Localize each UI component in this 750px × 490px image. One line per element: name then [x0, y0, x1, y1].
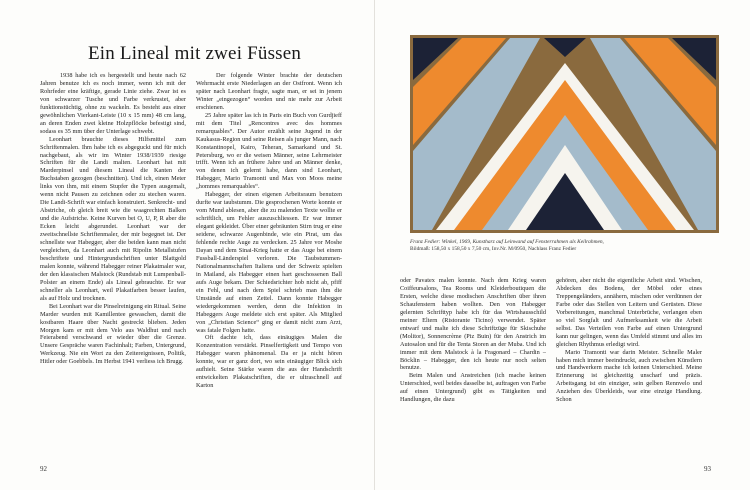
left-column-2 [196, 72, 342, 442]
caption-lead: Franz Fedier: Winkel, 1969, Kunstharz auf Leinwand auf Fensterrahmen als Keilrahmen, [410, 239, 604, 245]
paragraph: Bei Leonhart war die Pinselreinigung ein Ritual. Seine Marder wurden mit Kamillentee gewaschen, damit die kostbaren Haare über Nacht gestreckt blieben. Jeden Morgen kam er mit dem Velo aus Waldhut und nach Feierabend verschwand er wieder über die Grenze. Unsere Gespräche waren Fachinhalt; Farben, Untergrund, Werkzeug. Nie ein Wort zu den Zeitereignissen, Politik, Hitler oder Goebbels. Im Herbst 1941 verliess ich Brugg. [40, 302, 186, 366]
paragraph: Beim Malen und Anstreichen (ich mache keinen Unterschied, weil beides dasselbe ist, auftragen von Farbe auf einen Untergrund) gibt es Tätigkeiten und Handlungen, die dazu [400, 372, 546, 404]
paragraph: Mario Tramonti war darin Meister. Schnelle Maler haben mich immer beeindruckt, auch zwischen Künstlern und Handwerkern mache ich keinen Unterschied. Meine Erinnerung ist gleichzeitig unscharf und präzis. Arbeitsgang ist ein einziger, sein gelben Rennvelo und Anziehen des Überkleids, war eine einzige Handlung. Schon [556, 348, 702, 404]
paragraph: Der folgende Winter brachte der deutschen Wehrmacht erste Niederlagen an der Ostfront. Wenn ich später nach Leonhart fragte, sagte man, er sei in jenem Winter „eingezogen“ worden und nie mehr zur Arbeit erschienen. [196, 72, 342, 111]
caption-details: Bildmaß: 158,50 x 158,50 x 7,50 cm, Inv.Nr. M/0950, Nachlass Franz Fedier [410, 245, 577, 252]
right-column-1 [400, 277, 546, 447]
page-number-left: 92 [40, 465, 47, 473]
right-column-2 [556, 277, 702, 447]
left-column-1 [40, 72, 186, 442]
paragraph: Habegger, der einen eigenen Arbeitsraum benutzen durfte war taubstumm. Die gesprochenen Worte konnte er vom Mund ablesen, aber die zu malenden Texte wollte er schriftlich, um Fehler auszuschliessen. Er war immer elegant gekleidet. Über einer gebräunten Stirn trug er eine seidene, schwarze Augenbinde, wie ein Pirat, um das fehlende rechte Auge zu verdecken. 25 Jahre vor Moshe Dayan und dem Sinai-Krieg hatte er das Auge bei einem Fussball-Länderspiel verloren. Die Taubstummen-Nationalmannschaften Italiens und der Schweiz spielten in Mailand, als Habegger einen hart geschossenen Ball aufs Auge bekam. Der Schiedsrichter hob nicht ab, pfiff ein Fehl, und nach dem Spiel schrieb man ihm die Umstände auf einen Zettel. Dann konnte Habegger wiedergekommen werden, denn die Infektion in Habeggers Auge meldete sich erst später. Als Mitglied von „Christian Science“ ging er damit nicht zum Arzt, was fatale Folgen hatte. [196, 191, 342, 334]
paragraph: 25 Jahre später las ich in Paris ein Buch von Gurdjieff mit dem Titel „Rencontres avec des hommes remarquables“. Der Autor erzählt seine Jugend in der Kaukasus-Region und seine Reisen als junger Mann, nach Konstantinopel, Kairo, Teheran, Samarkand und St. Petersburg, wo er die weisen Männer, seine Lehrmeister trifft. Wenn ich an frühere Jahre und an Männer denke, von denen ich gelernt habe, dann sind Leonhart, Habegger, Mario Tramonti und Max von Moos meine „hommes remarquables“. [196, 111, 342, 191]
paragraph: 1938 habe ich es hergestellt und heute nach 62 Jahren benutze ich es noch immer, wenn ich mit der Rohrfeder eine kräftige, gerade Linie ziehe. Zwar ist es von schwarzer Tusche und Farbe verkrustet, aber funktionstüchtig, ohne zu wackeln. Es besteht aus einer gewöhnlichen Vierkant-Leiste (10 x 15 mm) 48 cm lang, an deren Enden zwei kleine Holzpflöcke befestigt sind, sodass es 35 mm über der Unterlage schwebt. [40, 72, 186, 135]
paragraph: oder Pavatex malen konnte. Nach dem Krieg waren Coiffeursalons, Tea Rooms und Kleiderboutiquen die Ersten, welche diese modischen Anschriften über ihren Schaufenstern haben wollten. Den von Habegger gelernten Schrifttyp habe ich für das Wirtshausschild meiner Eltern (Ristorante Ticino) verwendet. Später entwarf und malte ich diese Schriftzüge für Skischuhe (Molitor), Sonnencrème (Piz Buin) für den Anstrich im Autosalon und für die Tenta Storen an der Muba. Und ich immer mit dem Malstock à la Fragonard – Chardin – Böcklin – Habegger, den ich heute nur noch selten benutze. [400, 277, 546, 372]
page-title: Ein Lineal mit zwei Füssen [88, 42, 302, 64]
winkel-painting [410, 35, 719, 233]
artwork-image [410, 35, 719, 233]
paragraph: Leonhart brauchte dieses Hilfsmittel zum Schriftenmalen. Ihm habe ich es abgeguckt und für mich nachgebaut, als wir im Winter 1938/1939 riesige Schriften für die Landi malten. Leonhart hat mit Marderpinsel und diesem Lineal die Kanten der Buchstaben gezogen (beschnitten). Und ich, einen Meter links von ihm, mit einem Stupfer die Typen ausgemalt, wenn nicht Pausen zu zeichnen oder zu stechen waren. Die Landi-Schrift war einfach konstruiert. Senkrecht- und Abstriche, ob gleich breit wie die waagrechten Balken und die Aufstriche. Keine Kurven bei O, U, P, R aber die Ecken leicht abgerundet. Leonhart war der zweitschnellste Schriftenmaler, der mir begegnet ist. Der schnellste war Habegger, aber die beiden kann man nicht vergleichen, da Leonhart auch mit Ripolin Metallstufen beschriftete und Hintergrundschriften unter Blattgold malen konnte, während Habegger reiner Plakatmaler war, der den klassischen Malstock (Rundstab mit Lumpenball-Polster an einem Ende) als Lineal gebrauchte. Er war schneller als Leonhart, weil Plakatfarben besser laufen, als auf Holz und trocknen. [40, 135, 186, 302]
page-number-right: 93 [704, 465, 711, 473]
paragraph: Oft dachte ich, dass einäugiges Malen die Konzentration verstärkt. Pinselfertigkeit und Tempo von Habegger waren phänomenal. Da er ja nicht hören konnte, war er ganz dort, wo sein einäugiger Blick sich aufhielt. Seine Stärke waren die aus der Handschrift entwickelten Plakatschriften, die er ultraschnell auf Karton [196, 334, 342, 390]
paragraph: gehören, aber nicht die eigentliche Arbeit sind. Wischen, Abdecken des Bodens, der Möbel oder eines Treppengeländers, annähern, mischen oder verdünnen der Farbe oder das Stellen von Leitern und Gerüsten. Diese Vorbereitungen, manchmal Unterbrüche, verlangen eben so viel Sorgfalt und Aufmerksamkeit wie die Arbeit selbst. Das Verteilen von Farbe auf einen Untergrund kann nur gelingen, wenn das Umfeld stimmt und alles im gleichen Rhythmus erledigt wird. [556, 277, 702, 348]
artwork-caption [410, 239, 715, 252]
